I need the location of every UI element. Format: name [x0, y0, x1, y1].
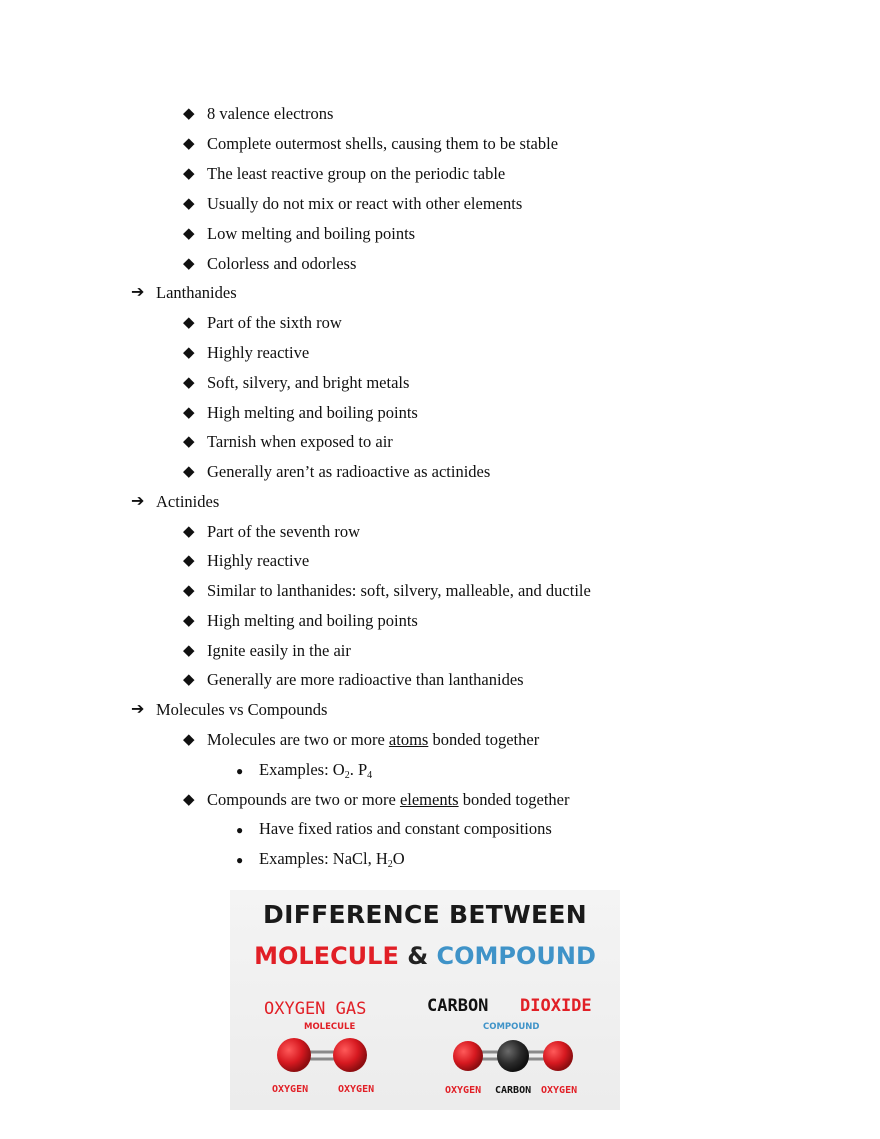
arrow-bullet-icon: ➔	[131, 701, 145, 718]
list-item: ◆ 8 valence electrons	[183, 104, 334, 123]
section-heading-lanthanides: ➔ Lanthanides	[131, 283, 237, 302]
diamond-bullet-icon: ◆	[183, 792, 195, 808]
list-item: ◆ Part of the seventh row	[183, 522, 361, 541]
compound-caption: COMPOUND	[483, 1022, 540, 1032]
circle-bullet-icon: ●	[236, 823, 244, 837]
circle-bullet-icon: ●	[236, 853, 244, 867]
section-heading-molecules-vs-compounds: ➔ Molecules vs Compounds	[131, 700, 328, 719]
oxygen-molecule-icon	[277, 1038, 367, 1072]
underlined-term: elements	[399, 790, 459, 809]
list-item: ◆ Ignite easily in the air	[183, 641, 351, 660]
list-item: ◆ Tarnish when exposed to air	[183, 432, 393, 451]
list-item: ◆ Low melting and boiling points	[183, 224, 416, 243]
list-item: ● Examples: NaCl, $H_2O$	[236, 849, 405, 870]
list-item: ◆ Highly reactive	[183, 343, 310, 362]
section-heading-actinides: ➔ Actinides	[131, 492, 220, 511]
list-item: ◆ The least reactive group on the periodic table	[183, 164, 506, 183]
list-item: ◆ High melting and boiling points	[183, 611, 418, 630]
diamond-bullet-icon: ◆	[183, 106, 195, 122]
diamond-bullet-icon: ◆	[183, 583, 195, 599]
diamond-bullet-icon: ◆	[183, 464, 195, 480]
list-item: ◆ Similar to lanthanides: soft, silvery, malleable, and ductile	[183, 581, 591, 600]
diamond-bullet-icon: ◆	[183, 643, 195, 659]
molecule-diagrams	[230, 890, 620, 1110]
atom-label: OXYGEN	[338, 1084, 375, 1095]
atom-label: OXYGEN	[272, 1084, 309, 1095]
circle-bullet-icon: ●	[236, 764, 244, 778]
arrow-bullet-icon: ➔	[131, 284, 145, 301]
diamond-bullet-icon: ◆	[183, 196, 195, 212]
list-item: ◆ Generally are more radioactive than lanthanides	[183, 670, 524, 689]
molecule-vs-compound-infographic	[230, 890, 620, 1110]
diamond-bullet-icon: ◆	[183, 166, 195, 182]
diamond-bullet-icon: ◆	[183, 345, 195, 361]
diamond-bullet-icon: ◆	[183, 434, 195, 450]
carbon-dioxide-molecule-icon	[453, 1040, 573, 1072]
diamond-bullet-icon: ◆	[183, 553, 195, 569]
list-item: ◆ Complete outermost shells, causing them to be stable	[183, 134, 559, 153]
list-item: ◆ Part of the sixth row	[183, 313, 342, 332]
oxygen-gas-heading: OXYGEN GAS	[264, 999, 367, 1019]
underlined-term: atoms	[388, 730, 429, 749]
list-item: ● Have fixed ratios and constant compositions	[236, 819, 552, 838]
list-item: ◆ Highly reactive	[183, 551, 310, 570]
list-item: ◆ Usually do not mix or react with other elements	[183, 194, 523, 213]
diamond-bullet-icon: ◆	[183, 732, 195, 748]
diamond-bullet-icon: ◆	[183, 672, 195, 688]
list-item: ◆ Colorless and odorless	[183, 254, 357, 273]
atom-label: OXYGEN	[541, 1085, 578, 1096]
list-item: ◆ Soft, silvery, and bright metals	[183, 373, 410, 392]
molecule-caption: MOLECULE	[304, 1022, 356, 1032]
carbon-heading: CARBON	[427, 996, 489, 1016]
diamond-bullet-icon: ◆	[183, 405, 195, 421]
arrow-bullet-icon: ➔	[131, 493, 145, 510]
list-item: ◆ Generally aren’t as radioactive as actinides	[183, 462, 491, 481]
infographic-title: DIFFERENCE BETWEEN	[263, 900, 587, 929]
diamond-bullet-icon: ◆	[183, 226, 195, 242]
list-item: ● Examples: $O_2$. $P_4$	[236, 760, 373, 781]
dioxide-heading: DIOXIDE	[520, 996, 592, 1016]
diamond-bullet-icon: ◆	[183, 613, 195, 629]
diamond-bullet-icon: ◆	[183, 524, 195, 540]
atom-label: OXYGEN	[445, 1085, 482, 1096]
diamond-bullet-icon: ◆	[183, 315, 195, 331]
list-item: ◆ High melting and boiling points	[183, 403, 418, 422]
atom-label: CARBON	[495, 1085, 532, 1096]
infographic-subtitle: MOLECULE & COMPOUND	[254, 942, 596, 970]
diamond-bullet-icon: ◆	[183, 375, 195, 391]
diamond-bullet-icon: ◆	[183, 136, 195, 152]
list-item: ◆ Molecules are two or more atoms bonded together	[183, 730, 540, 749]
diamond-bullet-icon: ◆	[183, 256, 195, 272]
list-item: ◆ Compounds are two or more elements bonded together	[183, 790, 570, 809]
